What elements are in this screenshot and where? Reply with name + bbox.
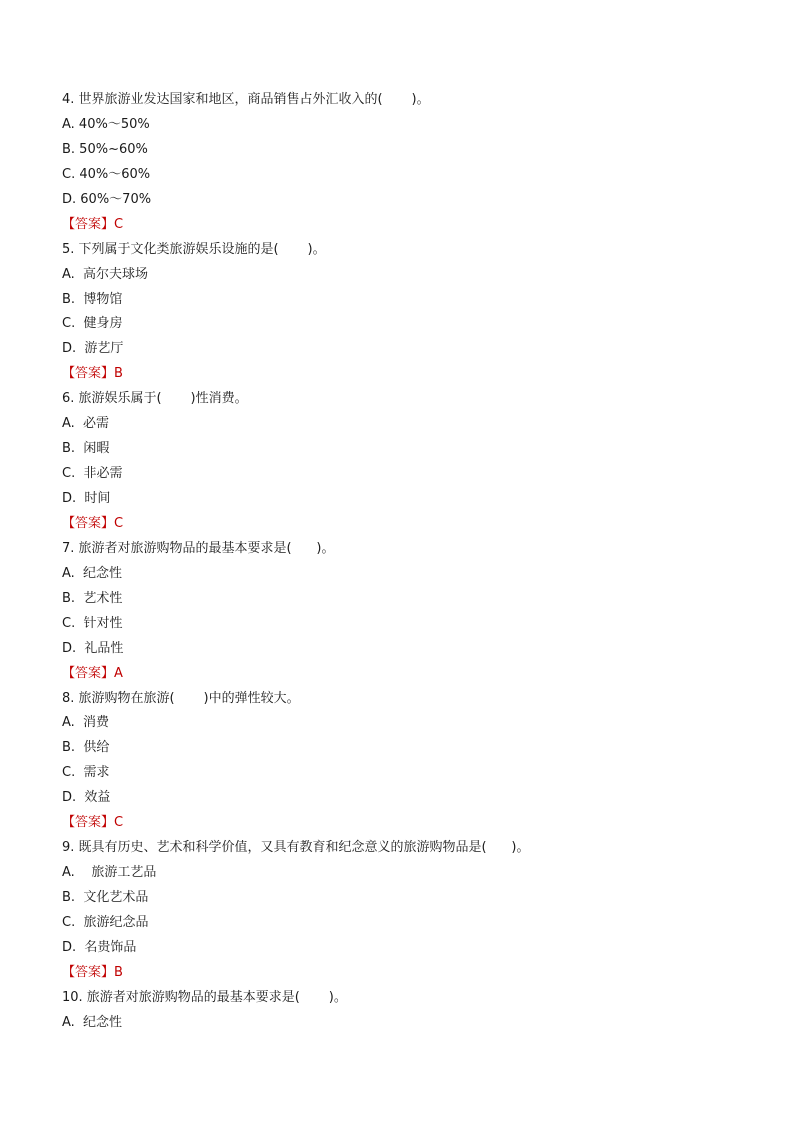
answer-label: 【答案】	[62, 515, 115, 531]
option-5-b: B. 博物馆	[62, 291, 123, 307]
option-8-b: B. 供给	[62, 740, 110, 756]
answer-4	[62, 213, 742, 238]
option-8-d: D. 效益	[62, 790, 111, 806]
question-stem-9: 9. 既具有历史、艺术和科学价值，又具有教育和纪念意义的旅游购物品是( )。	[62, 840, 530, 856]
question-stem-8: 8. 旅游购物在旅游( )中的弹性较大。	[62, 690, 300, 706]
option-4-b: B. 50%~60%	[62, 141, 148, 157]
question-stem-6: 6. 旅游娱乐属于( )性消费。	[62, 391, 248, 407]
option-4-c: C. 40%～60%	[62, 166, 151, 182]
answer-5	[62, 362, 742, 387]
option-9-c: C. 旅游纪念品	[62, 914, 149, 930]
answer-value: B	[114, 964, 123, 980]
option-8-c: C. 需求	[62, 765, 110, 781]
question-stem-4: 4. 世界旅游业发达国家和地区，商品销售占外汇收入的( )。	[62, 92, 430, 107]
answer-value: A	[114, 665, 123, 681]
option-5-c: C. 健身房	[62, 316, 123, 332]
answer-value: C	[114, 216, 124, 232]
option-4-d: D. 60%～70%	[62, 191, 152, 207]
answer-8	[62, 811, 742, 836]
answer-label: 【答案】	[62, 665, 115, 681]
option-9-d: D. 名贵饰品	[62, 939, 137, 955]
answer-label: 【答案】	[62, 366, 115, 382]
option-7-c: C. 针对性	[62, 615, 123, 631]
option-7-d: D. 礼品性	[62, 640, 124, 656]
option-7-b: B. 艺术性	[62, 590, 123, 606]
question-stem-5: 5. 下列属于文化类旅游娱乐设施的是( )。	[62, 241, 326, 257]
answer-value: C	[114, 815, 124, 831]
option-9-a: A. 旅游工艺品	[62, 865, 157, 881]
option-6-a: A. 必需	[62, 416, 110, 432]
option-6-d: D. 时间	[62, 491, 111, 506]
option-6-c: C. 非必需	[62, 466, 123, 482]
answer-7	[62, 662, 742, 687]
option-8-a: A. 消费	[62, 715, 110, 731]
answer-value: B	[114, 366, 123, 382]
option-5-d: D. 游艺厅	[62, 341, 124, 357]
option-5-a: A. 高尔夫球场	[62, 266, 149, 282]
question-stem-10: 10. 旅游者对旅游购物品的最基本要求是( )。	[62, 989, 347, 1005]
option-9-b: B. 文化艺术品	[62, 890, 149, 905]
answer-label: 【答案】	[62, 815, 115, 831]
answer-6	[62, 512, 742, 537]
option-10-a: A. 纪念性	[62, 1014, 123, 1030]
answer-value: C	[114, 515, 124, 531]
option-6-b: B. 闲暇	[62, 441, 110, 457]
option-4-a: A. 40%～50%	[62, 116, 150, 132]
answer-9	[62, 961, 742, 986]
option-7-a: A. 纪念性	[62, 565, 123, 581]
question-stem-7: 7. 旅游者对旅游购物品的最基本要求是( )。	[62, 540, 335, 556]
document-body	[62, 88, 742, 1036]
answer-label: 【答案】	[62, 964, 115, 980]
answer-label: 【答案】	[62, 216, 115, 232]
